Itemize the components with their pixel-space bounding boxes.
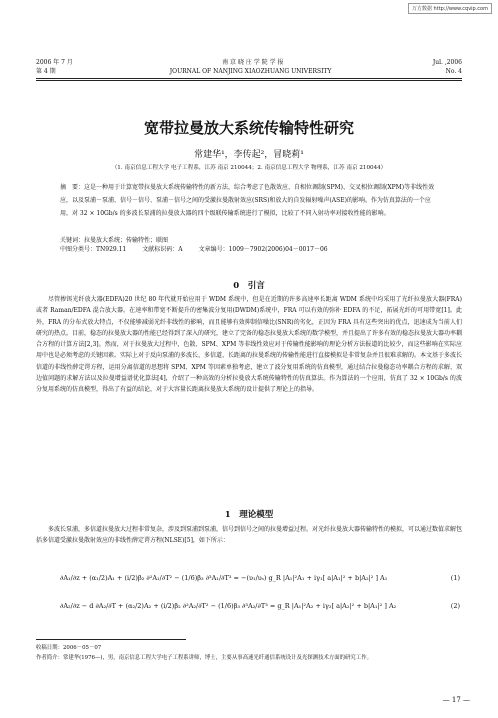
clc-number: 中图分类号：TN929.11: [60, 246, 127, 253]
keywords-block: [60, 236, 440, 254]
theory-paragraph: 多波长泵浦，多信道拉曼放大过程非常复杂，涉及到泵浦到泵浦，信号到信号之间的拉曼增益过程。对光纤拉曼放大器传输特性的模拟，可以通过数值求解包括多信道受激拉曼散射效应的非线性薛定谔方程(NLSE)[5]，如下所示：: [36, 526, 463, 545]
paper-authors: 常建华¹，李传起²，冒晓莉¹: [194, 150, 304, 160]
keywords: 关键词：拉曼放大系统；传输特性；联图: [60, 237, 169, 244]
doc-code: 文献标识码：A: [142, 246, 183, 253]
intro-body: [36, 294, 462, 396]
article-number: 文章编号：1009－7902(2006)04－0017－06: [198, 246, 328, 253]
header-rule: [36, 78, 462, 79]
header-issue-en: No. 4: [445, 68, 462, 75]
watermark-stamp: 万方数据 http://www.cqvip.com: [408, 3, 492, 14]
footnote-rule: [36, 639, 186, 640]
section-heading-intro: 0 引言: [233, 281, 265, 291]
page-number: — 17 —: [442, 696, 470, 704]
footnote-author: 作者简介：常建华(1976—)，男，南京信息工程大学电子工程系讲师，博士，主要从事高速光纤通信系统设计及光探测技术方面的研究工作。: [36, 655, 372, 661]
footnotes: [36, 643, 462, 663]
journal-name-en: JOURNAL OF NANJING XIAOZHUANG UNIVERSITY: [169, 68, 332, 75]
header-rule-thin: [36, 80, 462, 81]
equation-2-body: ∂A₂/∂z − d ∂A₂/∂T + (α₂/2)A₂ + (i/2)β₂ ∂²A₂/∂T² − (1/6)β₃ ∂³A₂/∂T³ = g_R |A₁|²A₂ + iγ₂[ a|A₂|² + b|A₁|² ] A₂: [60, 602, 397, 610]
intro-paragraph: 尽管掺铒光纤放大器(EDFA)20 世纪 80 年代就开始应用于 WDM 系统中，但是在近期的许多高速率长距离 WDM 系统中均采用了光纤拉曼放大器(FRA)或者 Raman/EDFA 混合放大器。在速率和带宽不断提升的密集波分复用(DWDM)系统中，FRA 可以有效的弥补 EDFA 的不足，拓展光纤的可用带宽[1]。此外，FRA 的分布式放大特点，不仅能够减弱光纤非线性的影响，而且能够有效抑制信噪比(SNR)的劣化，正因为 FRA 具有这些突出的优点，迅速成为当前人们研究的热点。目前，稳态的拉曼放大器的性能已经得到了深入的研究，建立了完备的稳态拉曼放大系统的数学模型，并且提出了许多有效的稳态拉曼放大器功率耦合方程的计算方法[2,3]。然而，对于拉曼放大过程中，色散、SPM、XPM 等非线性效应对于传输性能影响的理论分析方法报道的比较少，而这些影响在实际应用中也是必须考虑的关键因素。实际上对于反向泵浦的多波长、多信道、长距离的拉曼系统的传输性能进行直接模拟是非常复杂并且很难求解的。本文基于多波长信道的非线性薛定谔方程，运用分离信道的思想将 SPM、XPM 等因素单独考虑，建立了波分复用系统的仿真模型，通过结合拉曼稳态功率耦合方程的求解、双边值问题的求解方法以及拉曼增益谱优化算法[4]，介绍了一种高效的分析拉曼放大系统传输特性的仿真算法。作为算法的一个应用，仿真了 32 × 10Gb/s 的波分复用系统的仿真模型，得出了有益的结论，对于大容量长距离拉曼放大系统的设计提供了理论上的指导。: [36, 296, 463, 394]
journal-name-cn: 南 京 晓 庄 学 院 学 报: [222, 59, 284, 66]
footnote-received: 收稿日期：2006－05－07: [36, 645, 102, 651]
equation-2: [60, 602, 460, 610]
equation-1: [60, 574, 460, 582]
equation-1-body: ∂A₁/∂z + (α₁/2)A₁ + (i/2)β₂ ∂²A₁/∂T² − (1/6)β₃ ∂³A₁/∂T³ = −(υ₁/υₛ) g_R |A₁|²A₁ + iγ₁[ a|A₁|² + b|A₂|² ] A₁: [60, 574, 388, 582]
abstract: 摘 要：这是一种用于计算宽带拉曼放大系统传输特性的新方法，综合考虑了色散效应、自相位调制(SPM)、交叉相位调制(XPM)等非线性效应，以及泵浦－泵浦、信号－信号、泵浦－信号之间的受激拉曼散射效应(SRS)和放大的自发辐射噪声(ASE)的影响。作为仿真算法的一个应用，对 32 × 10Gb/s 的多波长泵浦的拉曼放大器的四个级联传输系统进行了模拟，比较了不同入射功率对接收性能的影响。: [60, 184, 435, 217]
journal-header: [36, 58, 462, 81]
header-date: 2006 年 7 月: [36, 59, 73, 66]
header-date-en: Jul. ,2006: [432, 59, 462, 66]
paper-affiliation: （1. 南京信息工程大学 电子工程系，江苏 南京 210044；2. 南京信息工程大学 物理系，江苏 南京 210044）: [111, 165, 387, 171]
equation-1-number: (1): [450, 574, 460, 582]
paper-title: 宽带拉曼放大系统传输特性研究: [143, 119, 354, 137]
section-heading-theory: 1 理论模型: [224, 510, 274, 520]
theory-body: [36, 524, 462, 547]
equation-2-number: (2): [450, 602, 460, 610]
header-issue: 第 4 期: [36, 68, 56, 75]
